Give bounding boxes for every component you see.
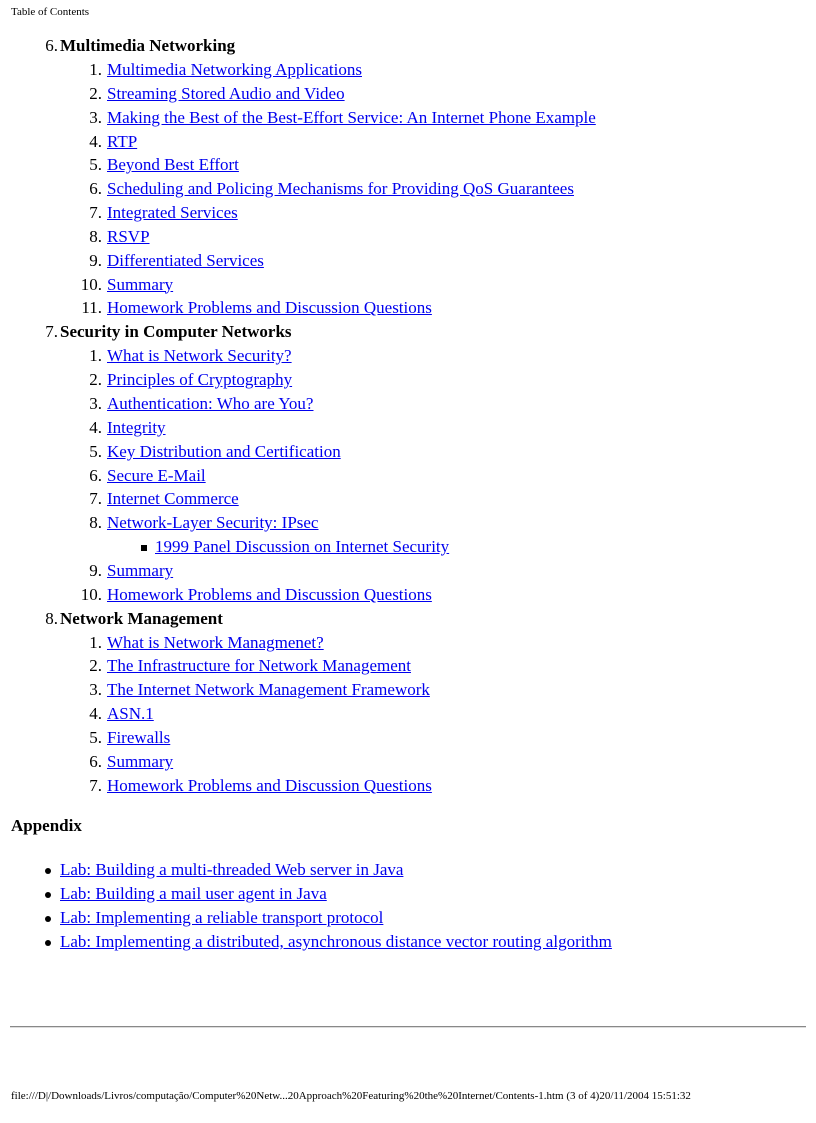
section-link[interactable]: Network-Layer Security: IPsec bbox=[107, 513, 319, 533]
chapter-title: Security in Computer Networks bbox=[60, 322, 292, 342]
section-link[interactable]: Differentiated Services bbox=[107, 250, 264, 270]
section-link[interactable]: What is Network Managmenet? bbox=[107, 632, 324, 652]
bullet-icon bbox=[45, 868, 51, 874]
chapter-title: Multimedia Networking bbox=[60, 36, 236, 55]
subsection-list bbox=[32, 537, 596, 561]
list-item: 2. The Infrastructure for Network Management bbox=[89, 656, 411, 676]
section-list bbox=[32, 346, 596, 537]
appendix-heading: Appendix bbox=[11, 816, 82, 835]
chapter-title: Network Management bbox=[60, 608, 223, 628]
section-link[interactable]: Internet Commerce bbox=[107, 489, 239, 509]
chapter-7 bbox=[32, 322, 596, 608]
chapter-number: 6. bbox=[45, 36, 58, 55]
list-item: 4. Integrity bbox=[89, 417, 166, 437]
section-link[interactable]: Streaming Stored Audio and Video bbox=[107, 83, 345, 103]
section-link[interactable]: Summary bbox=[107, 274, 174, 294]
list-item: 2. Principles of Cryptography bbox=[89, 370, 293, 390]
lab-link[interactable]: Lab: Building a multi-threaded Web server in Java bbox=[60, 860, 404, 879]
square-bullet-icon bbox=[141, 545, 147, 551]
section-link[interactable]: Summary bbox=[107, 560, 174, 580]
list-item: 6. Scheduling and Policing Mechanisms for Providing QoS Guarantees bbox=[89, 179, 574, 199]
list-item: 4. ASN.1 bbox=[89, 704, 154, 724]
list-item: 1. What is Network Security? bbox=[89, 346, 292, 366]
section-link[interactable]: Integrated Services bbox=[107, 203, 238, 223]
list-item: 6. Summary bbox=[89, 751, 174, 771]
chapter-6 bbox=[32, 36, 596, 322]
list-item bbox=[60, 932, 612, 956]
list-item: 10. Homework Problems and Discussion Questions bbox=[80, 584, 432, 604]
bullet-icon bbox=[45, 916, 51, 922]
list-item: 7. Internet Commerce bbox=[89, 489, 239, 509]
list-item: 1. What is Network Managmenet? bbox=[89, 632, 324, 652]
page-header: Table of Contents bbox=[11, 6, 90, 18]
section-link[interactable]: Principles of Cryptography bbox=[107, 370, 293, 390]
list-item: 9. Differentiated Services bbox=[89, 250, 264, 270]
list-item: 5. Beyond Best Effort bbox=[89, 155, 239, 175]
chapter-number: 8. bbox=[45, 608, 58, 628]
lab-link[interactable]: Lab: Implementing a reliable transport protocol bbox=[60, 908, 384, 927]
section-link[interactable]: Summary bbox=[107, 751, 174, 771]
list-item: 8. Network-Layer Security: IPsec bbox=[89, 513, 319, 533]
section-link[interactable]: The Internet Network Management Framework bbox=[107, 680, 430, 700]
list-item: 5. Firewalls bbox=[89, 727, 171, 747]
section-link[interactable]: Key Distribution and Certification bbox=[107, 441, 341, 461]
list-item: 3. Authentication: Who are You? bbox=[89, 393, 314, 413]
subsection-link[interactable]: 1999 Panel Discussion on Internet Security bbox=[155, 537, 450, 557]
section-link[interactable]: Secure E-Mail bbox=[107, 465, 206, 485]
list-item: 3. Making the Best of the Best-Effort Service: An Internet Phone Example bbox=[89, 107, 596, 127]
list-item: 8. RSVP bbox=[89, 226, 150, 246]
list-item: 3. The Internet Network Management Framework bbox=[89, 680, 430, 700]
section-link[interactable]: What is Network Security? bbox=[107, 346, 292, 366]
list-item: 9. Summary bbox=[89, 560, 174, 580]
list-item: 10. Summary bbox=[80, 274, 174, 294]
section-link[interactable]: Beyond Best Effort bbox=[107, 155, 239, 175]
section-link[interactable]: Multimedia Networking Applications bbox=[107, 60, 362, 79]
list-item: 4. RTP bbox=[89, 131, 138, 151]
bullet-icon bbox=[45, 940, 51, 946]
horizontal-rule bbox=[10, 1026, 806, 1028]
page-footer: file:///D|/Downloads/Livros/computação/Computer%20Netw...20Approach%20Featuring%20the%20Internet/Contents-1.htm (3 of 4)20/11/2004 15:51:32 bbox=[11, 1090, 691, 1102]
list-item: 5. Key Distribution and Certification bbox=[89, 441, 341, 461]
section-link[interactable]: Scheduling and Policing Mechanisms for Providing QoS Guarantees bbox=[107, 179, 574, 199]
section-link[interactable]: Integrity bbox=[107, 417, 166, 437]
section-link[interactable]: ASN.1 bbox=[107, 704, 154, 724]
list-item: 7. Homework Problems and Discussion Questions bbox=[89, 775, 432, 795]
lab-link[interactable]: Lab: Implementing a distributed, asynchronous distance vector routing algorithm bbox=[60, 932, 612, 951]
section-link[interactable]: Authentication: Who are You? bbox=[107, 393, 314, 413]
section-list bbox=[32, 60, 596, 322]
bullet-icon bbox=[45, 892, 51, 898]
list-item bbox=[60, 860, 612, 884]
list-item bbox=[155, 537, 596, 561]
list-item bbox=[60, 908, 612, 932]
section-link[interactable]: Making the Best of the Best-Effort Service: An Internet Phone Example bbox=[107, 107, 596, 127]
section-link[interactable]: Homework Problems and Discussion Questions bbox=[107, 298, 432, 318]
lab-list bbox=[60, 860, 612, 956]
section-link[interactable]: RTP bbox=[107, 131, 138, 151]
list-item: 6. Secure E-Mail bbox=[89, 465, 206, 485]
section-link[interactable]: Homework Problems and Discussion Questions bbox=[107, 584, 432, 604]
section-list bbox=[32, 561, 596, 609]
list-item: 7. Integrated Services bbox=[89, 203, 238, 223]
lab-link[interactable]: Lab: Building a mail user agent in Java bbox=[60, 884, 327, 903]
section-link[interactable]: RSVP bbox=[107, 226, 150, 246]
list-item: 2. Streaming Stored Audio and Video bbox=[89, 83, 345, 103]
chapter-number: 7. bbox=[45, 322, 58, 342]
section-link[interactable]: Firewalls bbox=[107, 727, 171, 747]
chapter-8 bbox=[32, 609, 596, 800]
section-link[interactable]: Homework Problems and Discussion Questions bbox=[107, 775, 432, 795]
list-item: 11. Homework Problems and Discussion Questions bbox=[81, 298, 432, 318]
chapter-list bbox=[32, 36, 596, 799]
list-item: 1. Multimedia Networking Applications bbox=[89, 60, 362, 79]
section-list bbox=[32, 633, 596, 800]
list-item bbox=[60, 884, 612, 908]
section-link[interactable]: The Infrastructure for Network Management bbox=[107, 656, 411, 676]
